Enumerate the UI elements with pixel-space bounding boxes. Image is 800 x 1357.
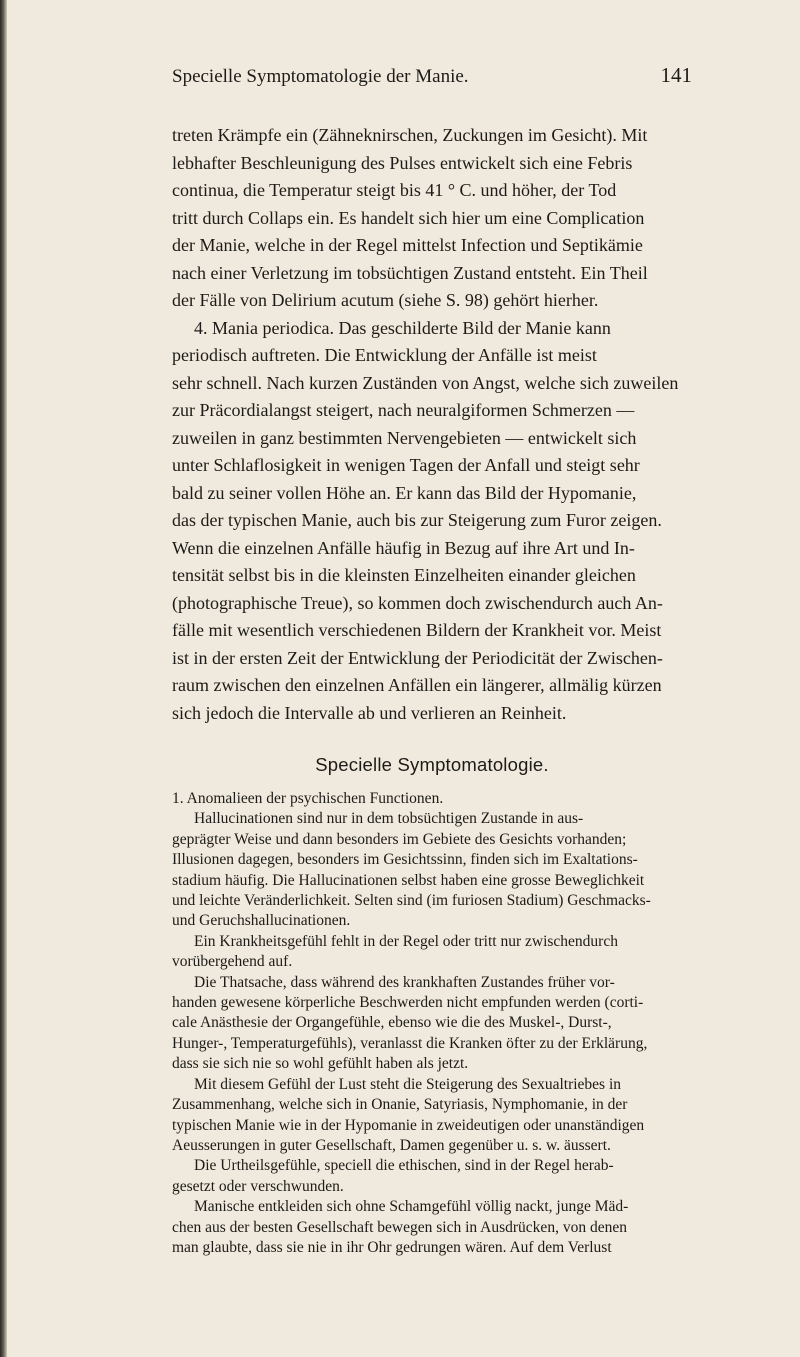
text-line: tensität selbst bis in die kleinsten Einzelheiten einander gleichen bbox=[172, 565, 636, 585]
text-line: und Geruchshallucinationen. bbox=[172, 912, 351, 930]
text-line: zur Präcordialangst steigert, nach neuralgiformen Schmerzen — bbox=[172, 400, 635, 420]
text-line: stadium häufig. Die Hallucinationen selbst haben eine grosse Beweglichkeit bbox=[172, 871, 645, 889]
running-title: Specielle Symptomatologie der Manie. bbox=[172, 66, 469, 87]
text-line: man glaubte, dass sie nie in ihr Ohr gedrungen wären. Auf dem Verlust bbox=[172, 1238, 612, 1256]
small-print-section bbox=[172, 789, 692, 1258]
text-line: Zusammenhang, welche sich in Onanie, Satyriasis, Nymphomanie, in der bbox=[172, 1096, 628, 1114]
text-line: ist in der ersten Zeit der Entwicklung der Periodicität der Zwischen- bbox=[172, 647, 663, 668]
text-line: lebhafter Beschleunigung des Pulses entwickelt sich eine Febris bbox=[172, 152, 633, 173]
text-line: dass sie sich nie so wohl gefühlt haben als jetzt. bbox=[172, 1055, 469, 1073]
text-line: continua, die Temperatur steigt bis 41 ° C. und höher, der Tod bbox=[172, 180, 617, 200]
text-line: Hunger-, Temperaturgefühls), veranlasst die Kranken öfter zu der Erklärung, bbox=[172, 1034, 648, 1052]
main-text bbox=[172, 122, 692, 727]
text-line: vorübergehend auf. bbox=[172, 953, 293, 971]
text-line: periodisch auftreten. Die Entwicklung der Anfälle ist meist bbox=[172, 345, 597, 365]
text-line: geprägter Weise und dann besonders im Gebiete des Gesichts vorhanden; bbox=[172, 830, 627, 848]
text-line: der Manie, welche in der Regel mittelst Infection und Septikämie bbox=[172, 235, 643, 255]
text-line: zuweilen in ganz bestimmten Nervengebieten — entwickelt sich bbox=[172, 427, 637, 448]
book-page bbox=[172, 62, 692, 1256]
text-line: das der typischen Manie, auch bis zur Steigerung zum Furor zeigen. bbox=[172, 510, 662, 530]
text-line: Manische entkleiden sich ohne Schamgefühl völlig nackt, junge Mäd- bbox=[194, 1198, 629, 1216]
binding-edge bbox=[0, 0, 7, 1357]
text-line: Hallucinationen sind nur in dem tobsüchtigen Zustande in aus- bbox=[194, 810, 584, 828]
text-line: Illusionen dagegen, besonders im Gesichtssinn, finden sich im Exaltations- bbox=[172, 851, 638, 869]
text-line: Wenn die einzelnen Anfälle häufig in Bezug auf ihre Art und In- bbox=[172, 537, 635, 558]
text-line: und leichte Veränderlichkeit. Selten sind (im furiosen Stadium) Geschmacks- bbox=[172, 892, 651, 910]
text-line: typischen Manie wie in der Hypomanie in zweideutigen oder unanständigen bbox=[172, 1116, 645, 1134]
text-line: nach einer Verletzung im tobsüchtigen Zustand entsteht. Ein Theil bbox=[172, 262, 648, 283]
text-line: handen gewesene körperliche Beschwerden nicht empfunden werden (corti- bbox=[172, 994, 644, 1012]
text-line: sehr schnell. Nach kurzen Zuständen von Angst, welche sich zuweilen bbox=[172, 372, 679, 393]
running-header bbox=[172, 62, 692, 90]
text-line: unter Schlaflosigkeit in wenigen Tagen der Anfall und steigt sehr bbox=[172, 455, 640, 475]
text-line: fälle mit wesentlich verschiedenen Bildern der Krankheit vor. Meist bbox=[172, 620, 662, 640]
text-line: Die Urtheilsgefühle, speciell die ethischen, sind in der Regel herab- bbox=[194, 1157, 614, 1175]
text-line: cale Anästhesie der Organgefühle, ebenso wie die des Muskel-, Durst-, bbox=[172, 1014, 612, 1032]
text-line: treten Krämpfe ein (Zähneknirschen, Zuckungen im Gesicht). Mit bbox=[172, 125, 648, 145]
text-line: Mit diesem Gefühl der Lust steht die Steigerung des Sexualtriebes in bbox=[194, 1075, 622, 1093]
text-line: sich jedoch die Intervalle ab und verlieren an Reinheit. bbox=[172, 702, 567, 723]
text-line: bald zu seiner vollen Höhe an. Er kann das Bild der Hypomanie, bbox=[172, 482, 637, 503]
text-line: tritt durch Collaps ein. Es handelt sich hier um eine Complication bbox=[172, 207, 645, 228]
section-heading: Specielle Symptomatologie. bbox=[315, 754, 549, 775]
text-line: 4. Mania periodica. Das geschilderte Bild der Manie kann bbox=[194, 317, 611, 338]
page-number: 141 bbox=[660, 63, 692, 87]
subsection-title: 1. Anomalieen der psychischen Functionen. bbox=[172, 790, 444, 807]
text-line: Aeusserungen in guter Gesellschaft, Damen gegenüber u. s. w. äussert. bbox=[172, 1136, 611, 1154]
text-line: (photographische Treue), so kommen doch zwischendurch auch An- bbox=[172, 592, 663, 613]
text-line: chen aus der besten Gesellschaft bewegen sich in Ausdrücken, von denen bbox=[172, 1218, 627, 1236]
text-line: Die Thatsache, dass während des krankhaften Zustandes früher vor- bbox=[194, 973, 615, 991]
text-line: Ein Krankheitsgefühl fehlt in der Regel oder tritt nur zwischendurch bbox=[194, 932, 618, 950]
text-line: gesetzt oder verschwunden. bbox=[172, 1177, 344, 1195]
text-line: raum zwischen den einzelnen Anfällen ein längerer, allmälig kürzen bbox=[172, 675, 662, 695]
text-line: der Fälle von Delirium acutum (siehe S. 98) gehört hierher. bbox=[172, 290, 599, 310]
